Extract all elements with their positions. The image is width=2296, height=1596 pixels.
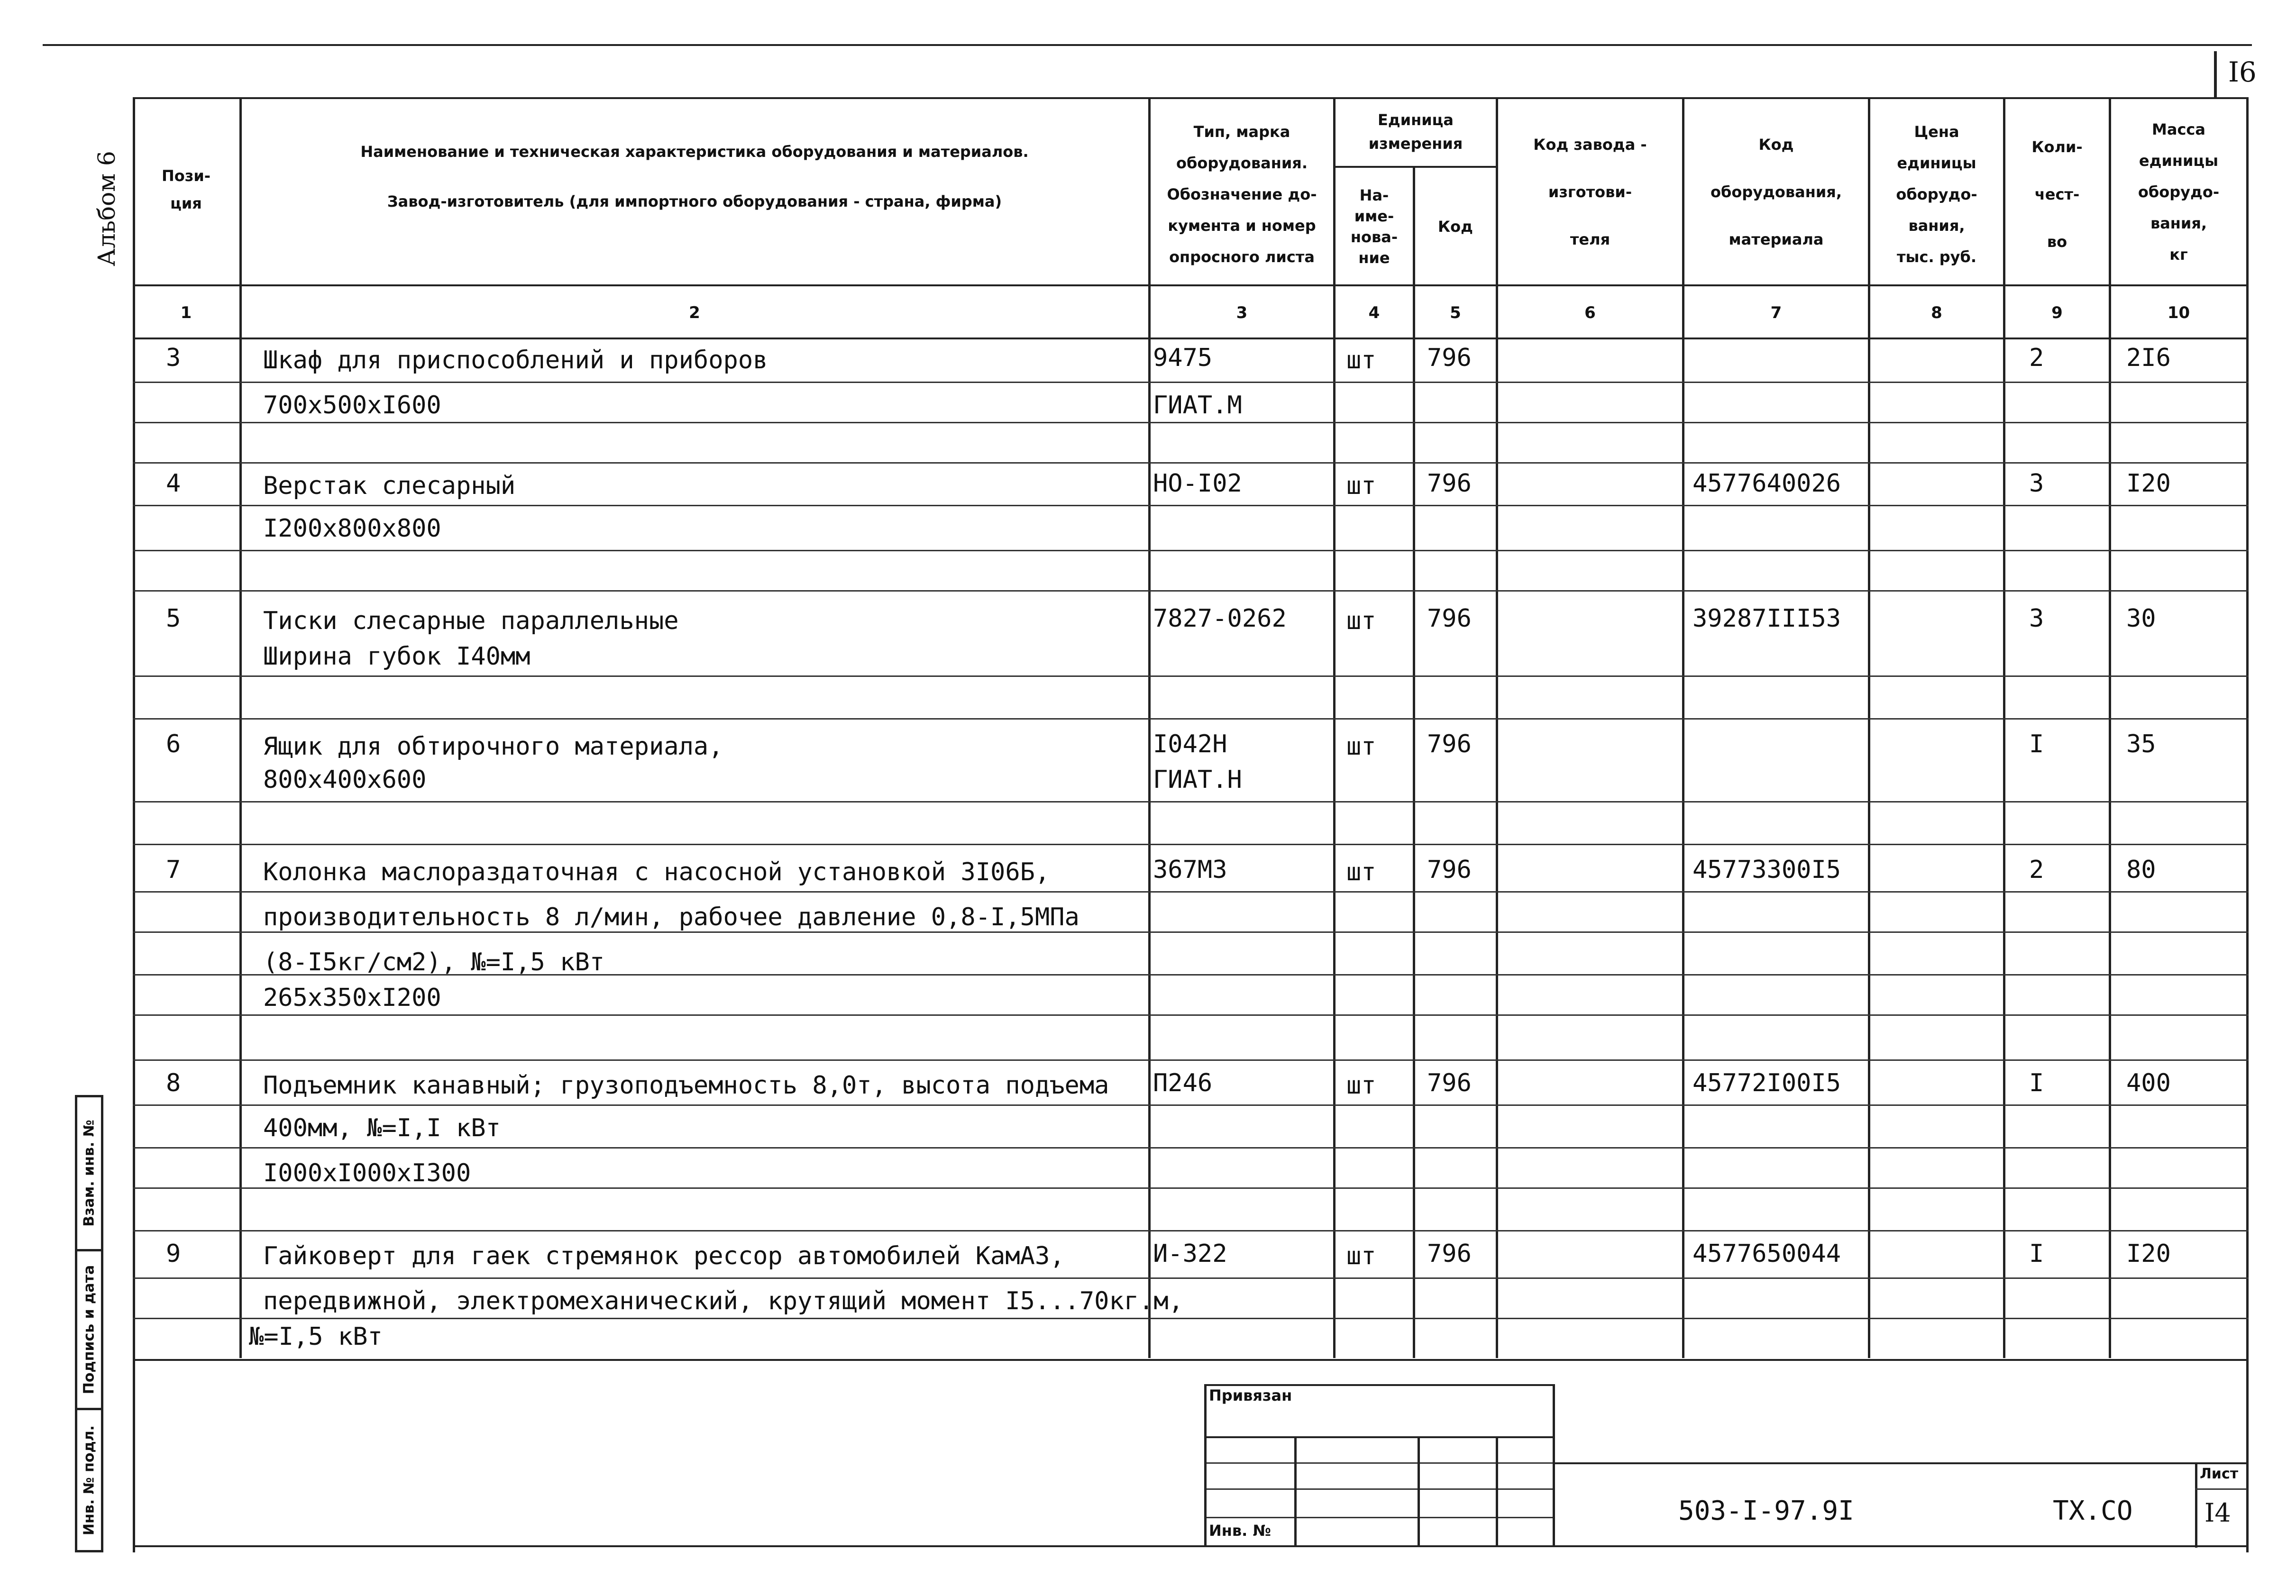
row-type: I042Н (1153, 730, 1227, 758)
column-number: 10 (2167, 303, 2190, 322)
row-mass: 400 (2126, 1069, 2171, 1097)
stamp-inv-no: Инв. № (1209, 1522, 1271, 1540)
side-stamp-strip (75, 1095, 141, 1552)
row-equipment-code: 39287III53 (1692, 604, 1841, 633)
header-quantity: Коли- чест- во (2031, 138, 2083, 251)
header-name-line2: Завод-изготовитель (для импортного оборудования - страна, фирма) (387, 192, 1002, 210)
row-mass: 80 (2126, 856, 2156, 884)
row-unit-code: 796 (1427, 344, 1472, 372)
column-number: 3 (1236, 303, 1248, 322)
header-name-line1: Наименование и техническая характеристика оборудования и материалов. (360, 143, 1029, 161)
row-description-line: №=I,5 кВт (249, 1322, 383, 1351)
row-equipment-code: 4577640026 (1692, 469, 1841, 498)
header-factory-code: Код завода - изготови- теля (1533, 136, 1647, 248)
row-position: 8 (166, 1069, 181, 1097)
column-number: 5 (1450, 303, 1461, 322)
row-type: 7827-0262 (1153, 604, 1287, 633)
header-unit-name: На- име- нова- ние (1350, 186, 1398, 267)
row-unit-code: 796 (1427, 1240, 1472, 1268)
row-quantity: I (2029, 1240, 2044, 1268)
row-equipment-code: 45772I00I5 (1692, 1069, 1841, 1097)
row-unit-code: 796 (1427, 856, 1472, 884)
row-quantity: I (2029, 1069, 2044, 1097)
top-border-line (43, 44, 2252, 46)
row-unit: шт (1346, 1242, 1376, 1270)
header-equipment-code: Код оборудования, материала (1711, 136, 1842, 248)
row-description-line: Шкаф для приспособлений и приборов (263, 346, 768, 374)
row-description-line: 700х500хI600 (263, 391, 441, 420)
row-unit: шт (1346, 858, 1376, 886)
row-description-line: 400мм, №=I,I кВт (263, 1114, 501, 1142)
column-number: 4 (1368, 303, 1380, 322)
column-number: 9 (2051, 303, 2063, 322)
page-number: I6 (2228, 56, 2257, 88)
column-number: 7 (1770, 303, 1782, 322)
row-unit-code: 796 (1427, 730, 1472, 758)
row-description-line: 265х350хI200 (263, 984, 441, 1012)
side-cell-vzam: Взам. инв. № (75, 1095, 103, 1251)
row-description-line: Ящик для обтирочного материала, (263, 732, 723, 761)
header-mass: Масса единицы оборудо- вания, кг (2138, 120, 2220, 264)
side-cell-podpis: Подпись и дата (75, 1249, 103, 1410)
column-number: 6 (1584, 303, 1596, 322)
row-description-line: I000хI000хI300 (263, 1159, 471, 1187)
header-price: Цена единицы оборудо- вания, тыс. руб. (1896, 123, 1977, 266)
row-quantity: 3 (2029, 604, 2044, 633)
header-position: Пози- ция (161, 167, 211, 212)
stamp-privyazan: Привязан (1209, 1386, 1292, 1404)
row-equipment-code: 45773300I5 (1692, 856, 1841, 884)
column-number: 1 (180, 303, 192, 322)
column-number: 2 (689, 303, 700, 322)
row-type: ГИАТ.М (1153, 391, 1242, 420)
row-mass: I20 (2126, 1240, 2171, 1268)
side-cell-inv: Инв. № подл. (75, 1408, 103, 1552)
sheet-label: Лист (2200, 1466, 2239, 1482)
row-quantity: 2 (2029, 856, 2044, 884)
row-type: НО-I02 (1153, 469, 1242, 498)
row-unit-code: 796 (1427, 1069, 1472, 1097)
column-number: 8 (1931, 303, 1942, 322)
row-description-line: производительность 8 л/мин, рабочее давление 0,8-I,5МПа (263, 903, 1079, 931)
row-position: 9 (166, 1240, 181, 1268)
row-unit-code: 796 (1427, 469, 1472, 498)
row-description-line: 800х400х600 (263, 766, 427, 794)
row-description-line: (8-I5кг/см2), №=I,5 кВт (263, 948, 605, 976)
row-equipment-code: 4577650044 (1692, 1240, 1841, 1268)
row-mass: 30 (2126, 604, 2156, 633)
row-description-line: Верстак слесарный (263, 472, 516, 500)
row-unit: шт (1346, 346, 1376, 374)
row-type: 9475 (1153, 344, 1213, 372)
row-position: 3 (166, 344, 181, 372)
row-mass: 2I6 (2126, 344, 2171, 372)
row-position: 5 (166, 604, 181, 633)
row-position: 7 (166, 856, 181, 884)
row-description-line: Ширина губок I40мм (263, 642, 531, 671)
row-position: 6 (166, 730, 181, 758)
row-type: П246 (1153, 1069, 1213, 1097)
album-label: Альбом 6 (93, 151, 120, 266)
row-unit: шт (1346, 607, 1376, 635)
row-quantity: 2 (2029, 344, 2044, 372)
row-mass: 35 (2126, 730, 2156, 758)
document-number: 503-I-97.9I (1678, 1496, 1854, 1526)
row-mass: I20 (2126, 469, 2171, 498)
header-type: Тип, марка оборудования. Обозначение до- кумента и номер опросного листа (1167, 123, 1317, 266)
row-unit-code: 796 (1427, 604, 1472, 633)
row-description-line: Тиски слесарные параллельные (263, 607, 679, 635)
row-unit: шт (1346, 472, 1376, 500)
row-position: 4 (166, 469, 181, 498)
header-unit-code: Код (1438, 217, 1473, 236)
row-description-line: Гайковерт для гаек стремянок рессор автомобилей КамАЗ, (263, 1242, 1065, 1270)
row-description-line: Подъемник канавный; грузоподъемность 8,0т, высота подъема (263, 1071, 1109, 1100)
row-description-line: Колонка маслораздаточная с насосной установкой 3I06Б, (263, 858, 1050, 886)
row-type: И-322 (1153, 1240, 1227, 1268)
row-quantity: 3 (2029, 469, 2044, 498)
row-type: ГИАТ.Н (1153, 766, 1242, 794)
row-quantity: I (2029, 730, 2044, 758)
sheet-number: I4 (2205, 1498, 2231, 1528)
row-description-line: I200х800х800 (263, 514, 441, 543)
row-description-line: передвижной, электромеханический, крутящий момент I5...70кг.м, (263, 1287, 1184, 1315)
document-code: ТХ.СО (2053, 1496, 2133, 1526)
row-type: 367М3 (1153, 856, 1227, 884)
header-unit-group: Единица измерения (1368, 110, 1463, 153)
row-unit: шт (1346, 732, 1376, 761)
row-unit: шт (1346, 1071, 1376, 1100)
